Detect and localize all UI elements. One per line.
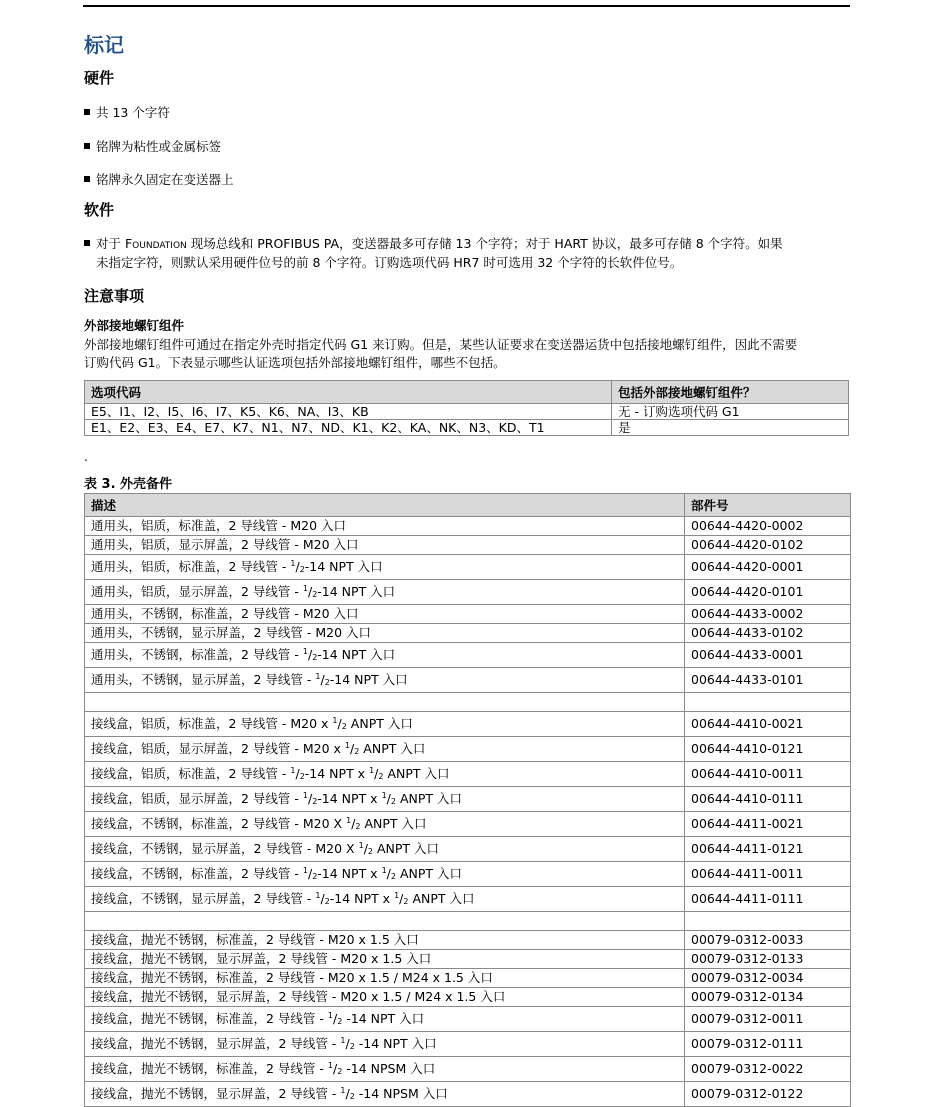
table-row	[85, 737, 851, 762]
description-cell: 接线盒，铝质，标准盖，2 导线管 - M20 x $^1/_2$ ANPT 入口	[85, 712, 685, 737]
table3-caption: 表 3. 外壳备件	[84, 477, 173, 492]
part-number-cell: 00079-0312-0022	[685, 1057, 851, 1082]
page-title: 标记	[84, 33, 124, 57]
part-number-cell: 00644-4410-0111	[685, 787, 851, 812]
part-number-cell: 00079-0312-0111	[685, 1032, 851, 1057]
description-cell: 接线盒，不锈钢，显示屏盖，2 导线管 - $^1/_2-14$ NPT x $^1/_2$ ANPT 入口	[85, 887, 685, 912]
table-row	[85, 668, 851, 693]
top-rule	[83, 5, 850, 7]
table-row	[85, 988, 851, 1007]
part-number-cell: 00644-4433-0102	[685, 624, 851, 643]
part-number-cell: 00644-4420-0101	[685, 580, 851, 605]
table-row	[85, 887, 851, 912]
description-cell: 接线盒，铝质，标准盖，2 导线管 - $^1/_2-14$ NPT x $^1/_2$ ANPT 入口	[85, 762, 685, 787]
table-row	[85, 605, 851, 624]
part-number-cell: 00079-0312-0011	[685, 1007, 851, 1032]
table-spacer-row	[85, 912, 851, 931]
description-cell: 通用头，不锈钢，显示屏盖，2 导线管 - $^1/_2-14$ NPT 入口	[85, 668, 685, 693]
description-cell: 通用头，铝质，标准盖，2 导线管 - M20 入口	[85, 517, 685, 536]
table-row	[85, 517, 851, 536]
part-number-cell: 00644-4420-0102	[685, 536, 851, 555]
software-item: 对于 Foundation 现场总线和 PROFIBUS PA，变送器最多可存储 13 个字符；对于 HART 协议，最多可存储 8 个字符。如果 未指定字符，则默认采用硬件位号的前 8 个字符。订购选项代码 HR7 时可选用 32 个字符的长软件位号。	[84, 234, 852, 272]
table-row	[85, 536, 851, 555]
part-number-cell: 00644-4410-0011	[685, 762, 851, 787]
table-row	[85, 950, 851, 969]
part-number-cell: 00644-4420-0001	[685, 555, 851, 580]
table-row	[85, 787, 851, 812]
part-number-cell: 00644-4411-0111	[685, 887, 851, 912]
table-row	[85, 643, 851, 668]
table-spacer-row	[85, 693, 851, 712]
table-row	[85, 1007, 851, 1032]
table-row	[85, 812, 851, 837]
part-number-cell: 00079-0312-0122	[685, 1082, 851, 1107]
ground-screw-heading: 外部接地螺钉组件	[84, 318, 185, 333]
part-number-cell	[685, 693, 851, 712]
part-number-cell: 00644-4420-0002	[685, 517, 851, 536]
description-cell: 接线盒，铝质，显示屏盖，2 导线管 - $^1/_2-14$ NPT x $^1/_2$ ANPT 入口	[85, 787, 685, 812]
description-cell: 接线盒，抛光不锈钢，显示屏盖，2 导线管 - $^1/_2$ -14 NPT 入口	[85, 1032, 685, 1057]
table-row	[85, 862, 851, 887]
hardware-item: 铭牌永久固定在变送器上	[84, 170, 852, 189]
part-number-cell: 00079-0312-0033	[685, 931, 851, 950]
table-header: 描述	[85, 494, 685, 517]
part-number-cell: 00644-4411-0021	[685, 812, 851, 837]
notes-heading: 注意事项	[84, 287, 145, 305]
table-row	[85, 969, 851, 988]
description-cell: 接线盒，抛光不锈钢，显示屏盖，2 导线管 - M20 x 1.5 / M24 x 1.5 入口	[85, 988, 685, 1007]
separator-dot: .	[84, 450, 88, 464]
description-cell: 通用头，不锈钢，标准盖，2 导线管 - M20 入口	[85, 605, 685, 624]
table-row	[85, 931, 851, 950]
table-header: 包括外部接地螺钉组件？	[612, 381, 849, 404]
part-number-cell: 00644-4433-0101	[685, 668, 851, 693]
part-number-cell: 00644-4410-0021	[685, 712, 851, 737]
description-cell: 接线盒，抛光不锈钢，显示屏盖，2 导线管 - $^1/_2$ -14 NPSM 入口	[85, 1082, 685, 1107]
part-number-cell: 00079-0312-0133	[685, 950, 851, 969]
bullet-icon	[84, 176, 90, 182]
table-header: 选项代码	[85, 381, 612, 404]
description-cell: 接线盒，不锈钢，标准盖，2 导线管 - $^1/_2-14$ NPT x $^1/_2$ ANPT 入口	[85, 862, 685, 887]
bullet-icon	[84, 240, 90, 246]
description-cell: 接线盒，抛光不锈钢，标准盖，2 导线管 - $^1/_2$ -14 NPSM 入口	[85, 1057, 685, 1082]
hardware-item: 共 13 个字符	[84, 103, 852, 122]
description-cell: 接线盒，抛光不锈钢，标准盖，2 导线管 - M20 x 1.5 入口	[85, 931, 685, 950]
table-row	[85, 555, 851, 580]
table-row: E5、I1、I2、I5、I6、I7、K5、K6、NA、I3、KB 无 - 订购选项代码 G1	[85, 404, 849, 420]
ground-screw-paragraph: 外部接地螺钉组件可通过在指定外壳时指定代码 G1 来订购。但是，某些认证要求在变送器运货中包括接地螺钉组件，因此不需要 订购代码 G1。下表显示哪些认证选项包括外部接地螺钉组件，哪些不包括。	[84, 337, 798, 370]
part-number-cell: 00644-4410-0121	[685, 737, 851, 762]
housing-parts-table	[84, 493, 851, 1107]
description-cell: 通用头，铝质，显示屏盖，2 导线管 - M20 入口	[85, 536, 685, 555]
bullet-icon	[84, 109, 90, 115]
table-row	[85, 712, 851, 737]
table-row	[85, 624, 851, 643]
housing-parts-body	[85, 517, 851, 1107]
part-number-cell: 00644-4411-0011	[685, 862, 851, 887]
description-cell	[85, 693, 685, 712]
description-cell	[85, 912, 685, 931]
description-cell: 通用头，铝质，标准盖，2 导线管 - $^1/_2-14$ NPT 入口	[85, 555, 685, 580]
table-row	[85, 1057, 851, 1082]
description-cell: 通用头，不锈钢，显示屏盖，2 导线管 - M20 入口	[85, 624, 685, 643]
table-row	[85, 1082, 851, 1107]
software-heading: 软件	[84, 201, 115, 219]
table-row: E1、E2、E3、E4、E7、K7、N1、N7、ND、K1、K2、KA、NK、N3、KD、T1 是	[85, 420, 849, 436]
part-number-cell: 00644-4433-0002	[685, 605, 851, 624]
ground-screw-table	[84, 380, 849, 436]
part-number-cell: 00079-0312-0134	[685, 988, 851, 1007]
table-row	[85, 1032, 851, 1057]
part-number-cell	[685, 912, 851, 931]
part-number-cell: 00644-4433-0001	[685, 643, 851, 668]
description-cell: 接线盒，不锈钢，标准盖，2 导线管 - M20 X $^1/_2$ ANPT 入口	[85, 812, 685, 837]
description-cell: 接线盒，不锈钢，显示屏盖，2 导线管 - M20 X $^1/_2$ ANPT 入口	[85, 837, 685, 862]
description-cell: 接线盒，抛光不锈钢，显示屏盖，2 导线管 - M20 x 1.5 入口	[85, 950, 685, 969]
description-cell: 通用头，铝质，显示屏盖，2 导线管 - $^1/_2-14$ NPT 入口	[85, 580, 685, 605]
description-cell: 通用头，不锈钢，标准盖，2 导线管 - $^1/_2-14$ NPT 入口	[85, 643, 685, 668]
table-row	[85, 762, 851, 787]
description-cell: 接线盒，铝质，显示屏盖，2 导线管 - M20 x $^1/_2$ ANPT 入口	[85, 737, 685, 762]
part-number-cell: 00644-4411-0121	[685, 837, 851, 862]
description-cell: 接线盒，抛光不锈钢，标准盖，2 导线管 - M20 x 1.5 / M24 x 1.5 入口	[85, 969, 685, 988]
table-row	[85, 580, 851, 605]
hardware-heading: 硬件	[84, 69, 115, 87]
part-number-cell: 00079-0312-0034	[685, 969, 851, 988]
hardware-item: 铭牌为粘性或金属标签	[84, 137, 852, 156]
bullet-icon	[84, 143, 90, 149]
table-header: 部件号	[685, 494, 851, 517]
description-cell: 接线盒，抛光不锈钢，标准盖，2 导线管 - $^1/_2$ -14 NPT 入口	[85, 1007, 685, 1032]
table-row	[85, 837, 851, 862]
